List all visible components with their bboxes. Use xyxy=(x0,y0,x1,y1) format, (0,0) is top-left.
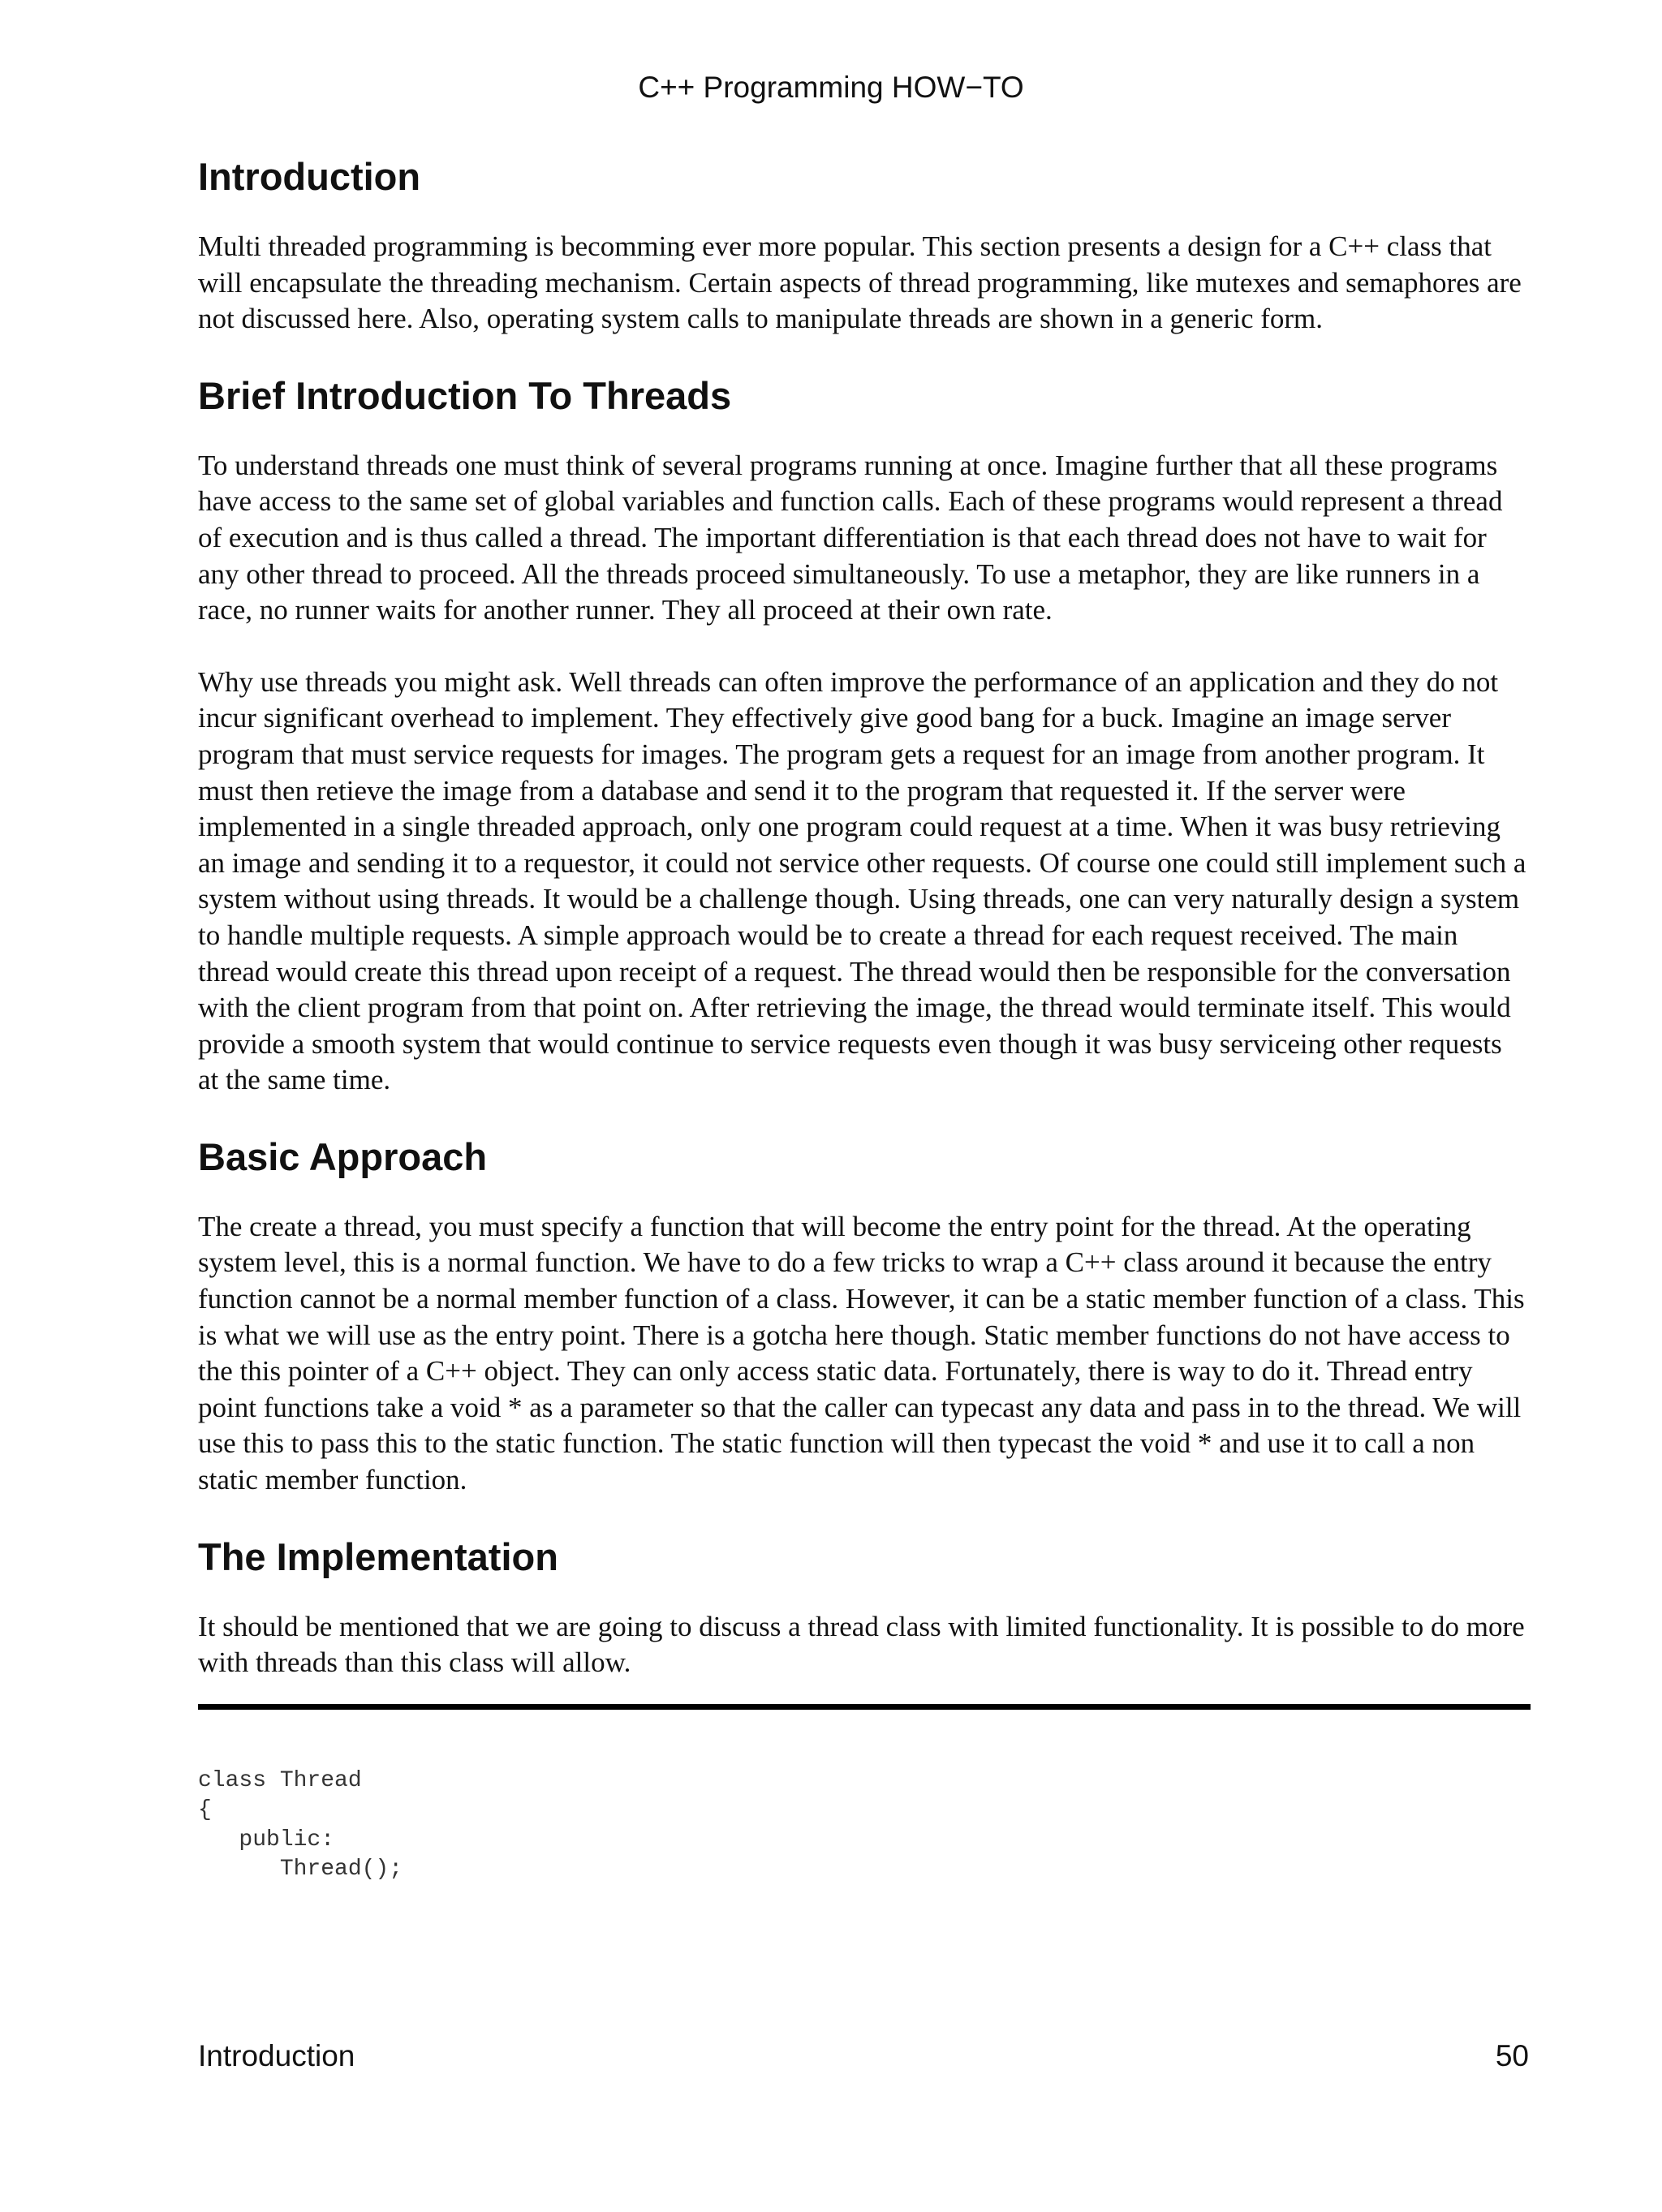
running-header: C++ Programming HOW−TO xyxy=(638,71,1024,104)
horizontal-rule xyxy=(198,1704,1531,1710)
code-block: class Thread { public: Thread(); xyxy=(198,1767,403,1883)
page-content xyxy=(198,154,1529,1885)
footer-section-name: Introduction xyxy=(198,2039,355,2072)
section-heading-basic-approach: Basic Approach xyxy=(198,1134,488,1178)
paragraph-threads-concept: To understand threads one must think of several programs running at once. Imagine further that all these programs have access to the same set of global variables and function calls. Each of these programs would represent a thread of execution and is thus called a thread. The important differentiation is that each thread does not have to wait for any other thread to proceed. All the threads proceed simultaneously. To use a metaphor, they are like runners in a race, no runner waits for another runner. They all proceed at their own rate. xyxy=(198,449,1503,626)
paragraph-introduction: Multi threaded programming is becomming ever more popular. This section presents a design for a C++ class that will encapsulate the threading mechanism. Certain aspects of thread programming, like mutexes and semaphores are not discussed here. Also, operating system calls to manipulate threads are shown in a generic form. xyxy=(198,230,1522,335)
section-heading-introduction: Introduction xyxy=(198,155,421,198)
section-heading-implementation: The Implementation xyxy=(198,1534,558,1578)
paragraph-why-threads: Why use threads you might ask. Well threads can often improve the performance of an application and they do not incur significant overhead to implement. They effectively give good bang for a buck. Imagine an image server program that must service requests for images. The program gets a request for an image from another program. It must then retieve the image from a database and send it to the program that requested it. If the server were implemented in a single threaded approach, only one program could request at a time. When it was busy retrieving an image and sending it to a requestor, it could not service other requests. Of course one could still implement such a system without using threads. It would be a challenge though. Using threads, one can very naturally design a system to handle multiple requests. A simple approach would be to create a thread for each request received. The main thread would create this thread upon receipt of a request. The thread would then be responsible for the conversation with the client program from that point on. After retrieving the image, the thread would terminate itself. This would provide a smooth system that would continue to service requests even though it was busy serviceing other requests at the same time. xyxy=(198,665,1526,1096)
page-number: 50 xyxy=(1495,2039,1529,2072)
paragraph-basic-approach: The create a thread, you must specify a function that will become the entry point for the thread. At the operating system level, this is a normal function. We have to do a few tricks to wrap a C++ class around it because the entry function cannot be a normal member function of a class. However, it can be a static member function of a class. This is what we will use as the entry point. There is a gotcha here though. Static member functions do not have access to the this pointer of a C++ object. They can only access static data. Fortunately, there is way to do it. Thread entry point functions take a void * as a parameter so that the caller can typecast any data and pass in to the thread. We will use this to pass this to the static function. The static function will then typecast the void * and use it to call a non static member function. xyxy=(198,1210,1525,1496)
paragraph-implementation: It should be mentioned that we are going to discuss a thread class with limited functionality. It is possible to do more with threads than this class will allow. xyxy=(198,1610,1525,1679)
section-heading-brief-introduction: Brief Introduction To Threads xyxy=(198,373,732,417)
